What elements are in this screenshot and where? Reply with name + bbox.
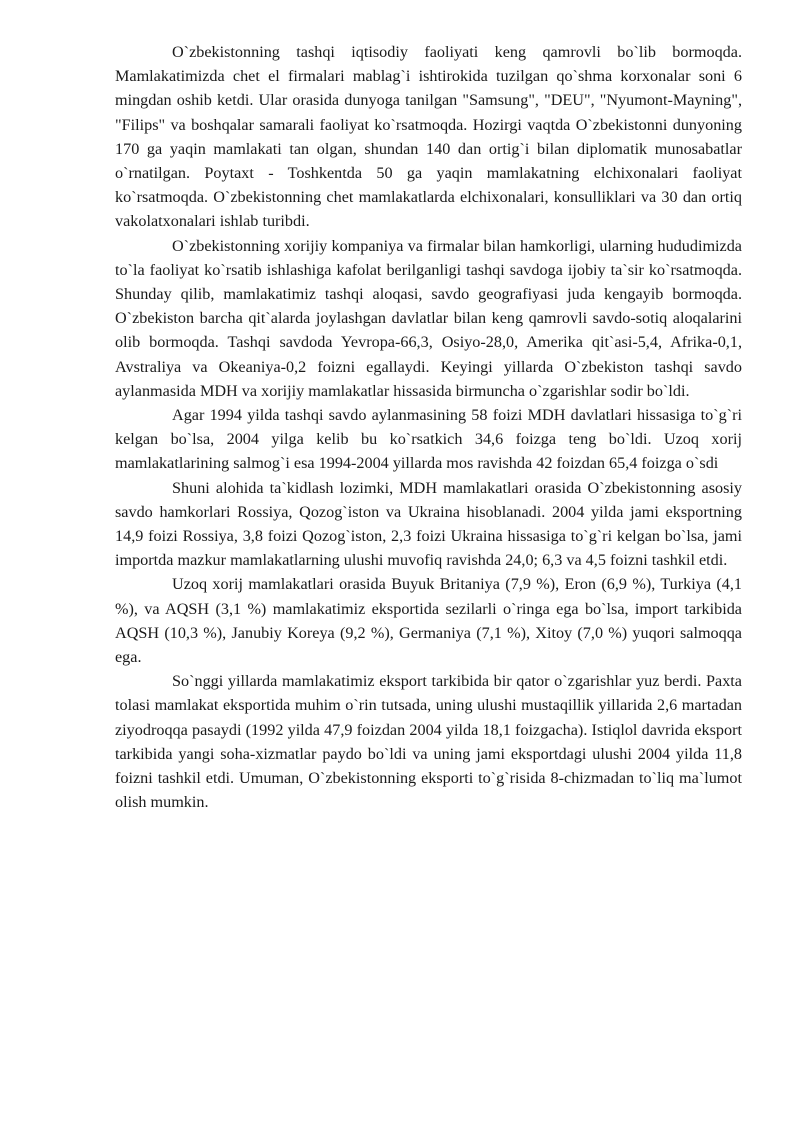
paragraph-cis-partners: Shuni alohida ta`kidlash lozimki, MDH mamlakatlari orasida O`zbekistonning asosiy savdo hamkorlari Rossiya, Qozog`iston va Ukraina hisoblanadi. 2004 yilda jami eksportning 14,9 foizi Rossiya, 3,8 foizi Qozog`iston, 2,3 foizi Ukraina hissasiga to`g`ri kelgan bo`lsa, jami importda mazkur mamlakatlarning ulushi muvofiq ravishda 24,0; 6,3 va 4,5 foizni tashkil etdi.: [115, 478, 742, 570]
paragraph-foreign-cooperation: O`zbekistonning xorijiy kompaniya va firmalar bilan hamkorligi, ularning hududimizda to`la faoliyat ko`rsatib ishlashiga kafolat berilganligi tashqi savdoga ijobiy ta`sir ko`rsatmoqda. Shunday qilib, mamlakatimiz tashqi aloqasi, savdo geografiyasi juda kengayib bormoqda. O`zbekiston barcha qit`alarda joylashgan davlatlar bilan keng qamrovli savdo-sotiq aloqalarini olib bormoqda. Tashqi savdoda Yevropa-66,3, Osiyo-28,0, Amerika qit`asi-5,4, Afrika-0,1, Avstraliya va Okeaniya-0,2 foizni egallaydi. Keyingi yillarda O`zbekiston tashqi savdo aylanmasida MDH va xorijiy mamlakatlar hissasida birmuncha o`zgarishlar sodir bo`ldi.: [115, 236, 742, 400]
document-page: [115, 40, 742, 815]
paragraph-export-structure: So`nggi yillarda mamlakatimiz eksport tarkibida bir qator o`zgarishlar yuz berdi. Paxta tolasi mamlakat eksportida muhim o`rin tutsada, uning ulushi mustaqillik yillarida 2,6 martadan ziyodroqqa pasaydi (1992 yilda 47,9 foizdan 2004 yilda 18,1 foizgacha). Istiqlol davrida eksport tarkibida yangi soha-xizmatlar paydo bo`ldi va uning jami eksportdagi ulushi 2004 yilda 11,8 foizni tashkil etdi. Umuman, O`zbekistonning eksporti to`g`risida 8-chizmadan to`liq ma`lumot olish mumkin.: [115, 672, 742, 812]
paragraph-far-abroad-partners: Uzoq xorij mamlakatlari orasida Buyuk Britaniya (7,9 %), Eron (6,9 %), Turkiya (4,1 %), va AQSH (3,1 %) mamlakatimiz eksportida sezilarli o`ringa ega bo`lsa, import tarkibida AQSH (10,3 %), Janubiy Koreya (9,2 %), Germaniya (7,1 %), Xitoy (7,0 %) yuqori salmoqqa ega.: [115, 575, 742, 667]
paragraph-trade-turnover-change: Agar 1994 yilda tashqi savdo aylanmasining 58 foizi MDH davlatlari hissasiga to`g`ri kelgan bo`lsa, 2004 yilga kelib bu ko`rsatkich 34,6 foizga teng bo`ldi. Uzoq xorij mamlakatlarining salmog`i esa 1994-2004 yillarda mos ravishda 42 foizdan 65,4 foizga o`sdi: [115, 406, 742, 473]
paragraph-foreign-economic-activity: O`zbekistonning tashqi iqtisodiy faoliyati keng qamrovli bo`lib bormoqda. Mamlakatimizda chet el firmalari mablag`i ishtirokida tuzilgan qo`shma korxonalar soni 6 mingdan oshib ketdi. Ular orasida dunyoga tanilgan "Samsung", "DEU", "Nyumont-Mayning", "Filips" va boshqalar samarali faoliyat ko`rsatmoqda. Hozirgi vaqtda O`zbekistonni dunyoning 170 ga yaqin mamlakati tan olgan, shundan 140 dan ortig`i bilan diplomatik munosabatlar o`rnatilgan. Poytaxt - Toshkentda 50 ga yaqin mamlakatning elchixonalari faoliyat ko`rsatmoqda. O`zbekistonning chet mamlakatlarda elchixonalari, konsulliklari va 30 dan ortiq vakolatxonalari ishlab turibdi.: [115, 43, 742, 231]
